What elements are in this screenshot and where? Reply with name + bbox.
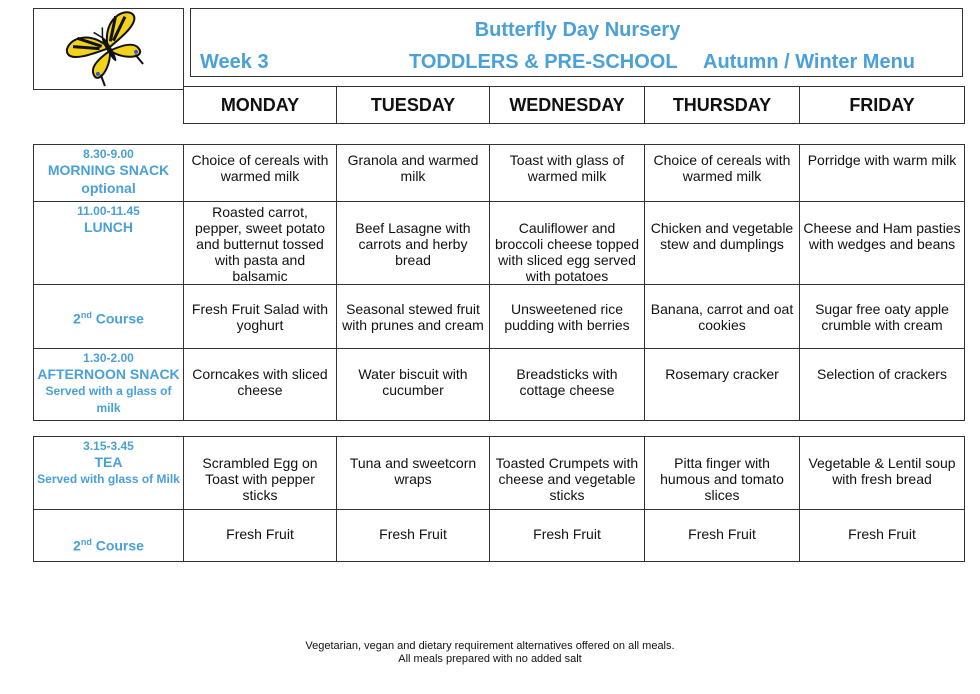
meal-cell: Choice of cereals with warmed milk [184,145,337,202]
row-tea-second-course [34,510,965,562]
row-afternoon-snack [34,349,965,421]
label-morning-snack: 8.30-9.00 MORNING SNACK optional [34,145,184,202]
meal-cell: Roasted carrot, pepper, sweet potato and butternut tossed with pasta and balsamic [184,202,337,285]
meal-cell: Water biscuit with cucumber [337,349,490,421]
meal-cell: Porridge with warm milk [800,145,965,202]
meal-cell: Fresh Fruit [337,510,490,562]
nursery-name: Butterfly Day Nursery [474,19,681,41]
label-tea: 3.15-3.45 TEA Served with glass of Milk [34,437,184,510]
meal-cell: Pitta finger with humous and tomato slices [645,437,800,510]
menu-table-tea [33,436,965,562]
meal-cell: Tuna and sweetcorn wraps [337,437,490,510]
footer-note: Vegetarian, vegan and dietary requirement alternatives offered on all meals. [305,640,675,652]
meal-cell: Scrambled Egg on Toast with pepper sticks [184,437,337,510]
day-wednesday: WEDNESDAY [490,87,645,124]
age-group: TODDLERS & PRE-SCHOOL [409,51,678,73]
meal-cell: Cheese and Ham pasties with wedges and beans [800,202,965,285]
butterfly-icon [34,9,185,91]
meal-cell: Fresh Fruit [645,510,800,562]
meal-cell: Fresh Fruit [184,510,337,562]
meal-cell: Corncakes with sliced cheese [184,349,337,421]
meal-cell: Unsweetened rice pudding with berries [490,285,645,349]
meal-cell: Rosemary cracker [645,349,800,421]
logo-box [33,8,184,90]
meal-cell: Seasonal stewed fruit with prunes and cream [337,285,490,349]
menu-table-morning [33,144,965,421]
row-morning-snack [34,145,965,202]
day-thursday: THURSDAY [645,87,800,124]
meal-cell: Toasted Crumpets with cheese and vegetable sticks [490,437,645,510]
meal-cell: Beef Lasagne with carrots and herby bread [337,202,490,285]
meal-cell: Toast with glass of warmed milk [490,145,645,202]
meal-cell: Fresh Fruit [490,510,645,562]
meal-cell: Choice of cereals with warmed milk [645,145,800,202]
meal-cell: Banana, carrot and oat cookies [645,285,800,349]
row-lunch [34,202,965,285]
meal-cell: Granola and warmed milk [337,145,490,202]
meal-cell: Fresh Fruit [800,510,965,562]
meal-cell: Vegetable & Lentil soup with fresh bread [800,437,965,510]
day-tuesday: TUESDAY [337,87,490,124]
label-lunch: 11.00-11.45 LUNCH [34,202,184,285]
label-second-course: 2nd Course [34,510,184,562]
week-label: Week 3 [200,51,269,73]
footer-salt-note: All meals prepared with no added salt [398,653,582,665]
menu-title-box [190,8,963,77]
meal-cell: Breadsticks with cottage cheese [490,349,645,421]
meal-cell: Selection of crackers [800,349,965,421]
label-afternoon-snack: 1.30-2.00 AFTERNOON SNACK Served with a glass of milk [34,349,184,421]
row-tea [34,437,965,510]
label-second-course: 2nd Course [34,285,184,349]
meal-cell: Fresh Fruit Salad with yoghurt [184,285,337,349]
days-header [183,86,965,124]
day-monday: MONDAY [184,87,337,124]
meal-cell: Sugar free oaty apple crumble with cream [800,285,965,349]
meal-cell: Chicken and vegetable stew and dumplings [645,202,800,285]
row-lunch-second-course [34,285,965,349]
day-friday: FRIDAY [800,87,965,124]
meal-cell: Cauliflower and broccoli cheese topped with sliced egg served with potatoes [490,202,645,285]
season-menu: Autumn / Winter Menu [703,51,916,73]
